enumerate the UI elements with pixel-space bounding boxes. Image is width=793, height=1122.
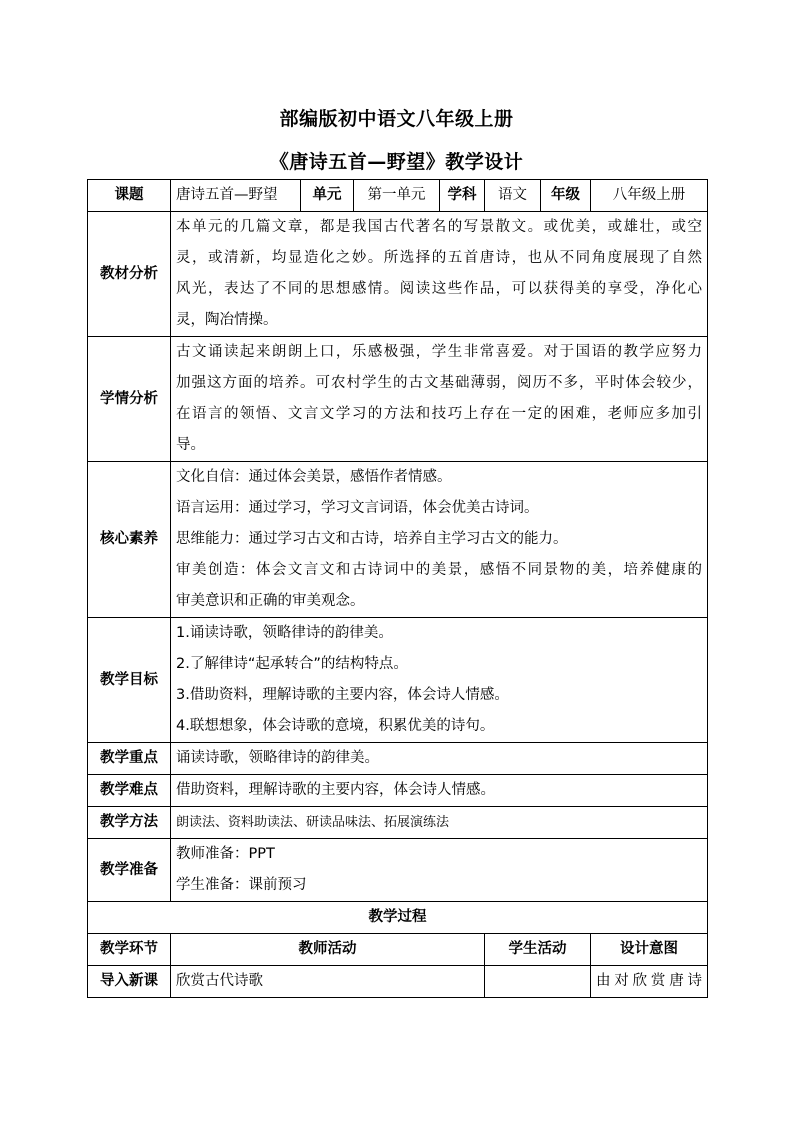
core-literacy-line: 审美意识和正确的审美观念。	[176, 593, 365, 609]
material-analysis-row	[88, 212, 708, 337]
process-title: 教学过程	[88, 902, 708, 934]
preparation-label: 教学准备	[88, 839, 171, 902]
teaching-goals-content	[171, 618, 708, 743]
lesson-plan-table	[87, 179, 708, 998]
subject-label: 学科	[440, 180, 485, 212]
process-student-activity	[485, 966, 591, 998]
key-points-row	[88, 743, 708, 775]
difficulties-row	[88, 775, 708, 807]
lesson-value: 唐诗五首—野望	[171, 180, 301, 212]
methods-content: 朗读法、资料助读法、研读品味法、拓展演练法	[171, 807, 708, 839]
material-analysis-line: 灵，陶冶情操。	[176, 312, 278, 328]
core-literacy-content	[171, 462, 708, 618]
difficulties-content: 借助资料，理解诗歌的主要内容，体会诗人情感。	[171, 775, 708, 807]
methods-label: 教学方法	[88, 807, 171, 839]
grade-value: 八年级上册	[591, 180, 708, 212]
process-title-row	[88, 902, 708, 934]
student-analysis-line: 导。	[176, 437, 205, 453]
material-analysis-line: 灵，或清新，均显造化之妙。所选择的五首唐诗，也从不同角度展现了自然	[176, 250, 702, 266]
process-design-intent: 由对欣赏唐诗	[591, 966, 708, 998]
process-row	[88, 966, 708, 998]
teaching-goal-item: 1.诵读诗歌，领略律诗的韵律美。	[176, 625, 393, 641]
process-col-stage: 教学环节	[88, 934, 171, 966]
material-analysis-label: 教材分析	[88, 212, 171, 337]
preparation-content	[171, 839, 708, 902]
key-points-label: 教学重点	[88, 743, 171, 775]
teaching-goal-item: 2.了解律诗“起承转合”的结构特点。	[176, 656, 408, 672]
student-analysis-content	[171, 337, 708, 462]
subject-value: 语文	[485, 180, 541, 212]
unit-value: 第一单元	[354, 180, 440, 212]
preparation-row	[88, 839, 708, 902]
process-col-teacher: 教师活动	[171, 934, 485, 966]
lesson-label: 课题	[88, 180, 171, 212]
student-analysis-label: 学情分析	[88, 337, 171, 462]
key-points-content: 诵读诗歌，领略律诗的韵律美。	[171, 743, 708, 775]
teaching-goals-label: 教学目标	[88, 618, 171, 743]
core-literacy-label: 核心素养	[88, 462, 171, 618]
process-stage: 导入新课	[88, 966, 171, 998]
student-analysis-line: 在语言的领悟、文言文学习的方法和技巧上存在一定的困难，老师应多加引	[176, 406, 702, 422]
grade-label: 年级	[541, 180, 591, 212]
process-col-student: 学生活动	[485, 934, 591, 966]
teaching-goal-item: 3.借助资料，理解诗歌的主要内容，体会诗人情感。	[176, 687, 509, 703]
core-literacy-row	[88, 462, 708, 618]
teaching-goal-item: 4.联想想象，体会诗歌的意境，积累优美的诗句。	[176, 718, 495, 734]
student-analysis-row	[88, 337, 708, 462]
difficulties-label: 教学难点	[88, 775, 171, 807]
methods-row	[88, 807, 708, 839]
core-literacy-line: 审美创造：体会文言文和古诗词中的美景，感悟不同景物的美，培养健康的	[176, 562, 702, 578]
preparation-line: 学生准备：课前预习	[176, 877, 307, 893]
material-analysis-line: 风光，表达了不同的思想感情。阅读这些作品，可以获得美的享受，净化心	[176, 281, 702, 297]
material-analysis-content	[171, 212, 708, 337]
student-analysis-line: 加强这方面的培养。可农村学生的古文基础薄弱，阅历不多，平时体会较少，	[176, 375, 702, 391]
process-teacher-activity: 欣赏古代诗歌	[171, 966, 485, 998]
material-analysis-line: 本单元的几篇文章，都是我国古代著名的写景散文。或优美，或雄壮，或空	[176, 219, 702, 235]
core-literacy-line: 语言运用：通过学习，学习文言词语，体会优美古诗词。	[176, 500, 539, 516]
student-analysis-line: 古文诵读起来朗朗上口，乐感极强，学生非常喜爱。对于国语的教学应努力	[176, 344, 702, 360]
core-literacy-line: 文化自信：通过体会美景，感悟作者情感。	[176, 469, 452, 485]
core-literacy-line: 思维能力：通过学习古文和古诗，培养自主学习古文的能力。	[176, 531, 568, 547]
process-header-row	[88, 934, 708, 966]
document-subtitle: 《唐诗五首—野望》教学设计	[269, 151, 524, 173]
teaching-goals-row	[88, 618, 708, 743]
header-row	[88, 180, 708, 212]
unit-label: 单元	[301, 180, 354, 212]
preparation-line: 教师准备：PPT	[176, 846, 275, 862]
process-col-intent: 设计意图	[591, 934, 708, 966]
document-title: 部编版初中语文八年级上册	[279, 108, 514, 130]
